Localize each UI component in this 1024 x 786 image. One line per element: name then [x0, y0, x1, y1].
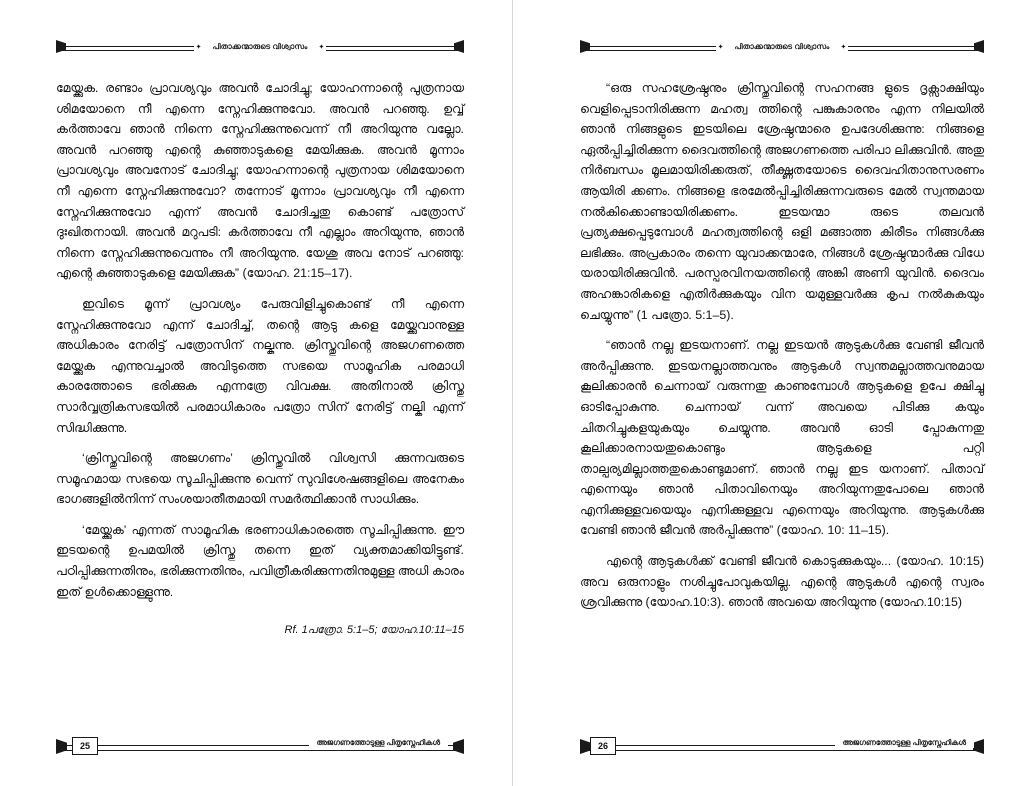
page-footer-right	[580, 738, 984, 758]
body-text-left	[56, 78, 464, 641]
diamond-icon: ✦	[195, 44, 202, 51]
paragraph: “ഞാൻ നല്ല ഇടയനാണ്. നല്ല ഇടയൻ ആടുകൾക്കു വേണ്ടി ജീവൻ അർപ്പിക്കുന്നു. ഇടയനല്ലാത്തവനും ആടുകൾ സ്വന്തമല്ലാത്തവനുമായ കൂലിക്കാരൻ ചെന്നായ് വരുന്നതു കാണുമ്പോൾ ആടുകളെ ഉപേ ക്ഷിച്ചു ഓടിപ്പോകുന്നു. ചെന്നായ് വന്ന് അവയെ പിടിക്കു കയും ചിതറിച്ചുകളയുകയും ചെയ്യുന്നു. അവൻ ഓടി പ്പോകുന്നതു കൂലിക്കാരനായതുകൊണ്ടും ആടുകളെ പറ്റി താല്പര്യമില്ലാത്തതുകൊണ്ടുമാണ്. ഞാൻ നല്ല ഇട യനാണ്. പിതാവ് എന്നെയും ഞാൻ പിതാവിനെയും അറിയുന്നതുപോലെ ഞാൻ എനിക്കുള്ളവയെയും എനിക്കുള്ളവ എന്നെയും അറിയുന്നു. ആടുകൾക്കു വേണ്ടി ഞാൻ ജീവൻ അർപ്പിക്കുന്നു” (യോഹ. 10: 11–15).	[580, 338, 984, 538]
diamond-icon: ✦	[318, 44, 325, 51]
page-left-content	[56, 38, 464, 730]
paragraph: ‘ക്രിസ്തുവിന്റെ അജഗണം’ ക്രിസ്തുവിൽ വിശ്വസി ക്കുന്നവരുടെ സമൂഹമായ സഭയെ സൂചിപ്പിക്കുന്നു വെന്ന് സുവിശേഷങ്ങളിലെ അനേകം ഭാഗങ്ങളിൽനിന്ന് സംശയാതീതമായി സമർത്ഥിക്കാൻ സാധിക്കും.	[56, 451, 464, 507]
reference-line: Rf. 1പത്രോ. 5:1–5; യോഹ.10:11–15	[284, 624, 464, 637]
ornament-left-icon	[56, 40, 66, 53]
footer-title: അജഗണത്തോടുള്ള പിതൃസ്നേഹികൾ	[309, 738, 448, 748]
diamond-icon: ✦	[840, 44, 847, 51]
ornament-right-icon	[453, 739, 464, 754]
running-head-title: പിതാക്കന്മാരുടെ വിശ്വാസം	[204, 42, 317, 52]
ornament-right-icon	[974, 40, 984, 53]
running-head-left	[56, 38, 464, 56]
paragraph: ഇവിടെ മൂന്ന് പ്രാവശ്യം പേരുവിളിച്ചുകൊണ്ട് നീ എന്നെ സ്നേഹിക്കുന്നുവോ എന്ന് ചോദിച്ച്, തന്റെ ആടു കളെ മേയ്ക്കുവാനുള്ള അധികാരം നേരിട്ട് പത്രോസിന് നല്കുന്നു. ക്രിസ്തുവിന്റെ അജഗണത്തെ മേയ്ക്കുക എന്നുവച്ചാൽ അവിടുത്തെ സഭയെ സാമൂഹിക പരമാധി കാരത്തോടെ ഭരിക്കുക എന്നത്രേ വിവക്ഷ. അതിനാൽ ക്രിസ്തു സാർവ്വത്രികസഭയിൽ പരമാധികാരം പത്രോ സിന് നേരിട്ട് നല്കി എന്ന് സിദ്ധിക്കുന്നു.	[56, 296, 464, 435]
footer-title: അജഗണത്തോടുള്ള പിതൃസ്നേഹികൾ	[835, 738, 974, 748]
paragraph: “ഒരു സഹശ്രേഷ്ഠനും ക്രിസ്തുവിന്റെ സഹനങ്ങ ളുടെ ദൃക്സാക്ഷിയും വെളിപ്പെടാനിരിക്കുന്ന മഹത്വ ത്തിന്റെ പങ്കുകാരനും എന്ന നിലയിൽ ഞാൻ നിങ്ങളുടെ ഇടയിലെ ശ്രേഷ്ഠന്മാരെ ഉപദേശിക്കുന്നു: നിങ്ങളെ ഏൽപ്പിച്ചിരിക്കുന്ന ദൈവത്തിന്റെ അജഗണത്തെ പരിപാ ലിക്കുവിൻ. അതു നിർബന്ധം മൂലമായിരിക്കരുത്, തീക്ഷ്ണതയോടെ ദൈവഹിതാനുസരണം ആയിരി ക്കണം. നിങ്ങളെ ഭരമേൽപ്പിച്ചിരിക്കുന്നവരുടെ മേൽ സ്വന്തമായ നൽകിക്കൊണ്ടായിരിക്കണം. ഇടയന്മാ രുടെ തലവൻ പ്രത്യക്ഷപ്പെടുമ്പോൾ മഹത്വത്തിന്റെ ഒളി മങ്ങാത്ത കിരീടം നിങ്ങൾക്കു ലഭിക്കും. അപ്രകാരം തന്നെ യുവാക്കന്മാരേ, നിങ്ങൾ ശ്രേഷ്ഠന്മാർക്കു വിധേ യരായിരിക്കുവിൻ. പരസ്പരവിനയത്തിന്റെ അങ്കി അണി യുവിൻ. ദൈവം അഹങ്കാരികളെ എതിർക്കുകയും വിന യമുള്ളവർക്കു കൃപ നൽകുകയും ചെയ്യുന്നു” (1 പത്രോ. 5:1–5).	[580, 81, 984, 322]
page-number: 26	[590, 737, 616, 755]
diamond-icon: ✦	[717, 44, 724, 51]
ornament-left-icon	[56, 739, 67, 754]
paragraph: ‘മേയ്ക്കുക’ എന്നത് സാമൂഹിക ഭരണാധികാരത്തെ സൂചിപ്പിക്കുന്നു. ഈ ഇടയന്റെ ഉപമയിൽ ക്രിസ്തു തന്നെ ഇത് വ്യക്തമാക്കിയിട്ടുണ്ട്. പഠിപ്പിക്കുന്നതിനും, ഭരിക്കുന്നതിനും, പവിത്രീകരിക്കുന്നതിനുമുള്ള അധി കാരം ഇത് ഉൾക്കൊള്ളുന്നു.	[56, 522, 464, 599]
ornament-left-icon	[580, 40, 590, 53]
paragraph: എന്റെ ആടുകൾക്ക് വേണ്ടി ജീവൻ കൊടുക്കുകയും... (യോഹ. 10:15) അവ ഒരുനാളും നശിച്ചുപോവുകയില്ല. എന്റെ ആടുകൾ എന്റെ സ്വരം ശ്രവിക്കുന്നു (യോഹ.10:3). ഞാൻ അവയെ അറിയുന്നു (യോഹ.10:15)	[580, 554, 984, 610]
ornament-right-icon	[454, 40, 464, 53]
running-head-title: പിതാക്കന്മാരുടെ വിശ്വാസം	[726, 42, 839, 52]
page-footer-left	[56, 738, 464, 758]
page-number: 25	[72, 737, 98, 755]
page-right-content	[580, 38, 984, 730]
page-right	[512, 0, 1024, 786]
paragraph: മേയ്ക്കുക. രണ്ടാം പ്രാവശ്യവും അവൻ ചോദിച്ചു; യോഹന്നാന്റെ പുത്രനായ ശിമയോനെ നീ എന്നെ സ്നേഹിക്കുന്നുവോ. അവൻ പറഞ്ഞു. ഉവ്വ് കർത്താവേ ഞാൻ നിന്നെ സ്നേഹിക്കുന്നുവെന്ന് നീ അറിയുന്നു വല്ലോ. അവൻ പറഞ്ഞു എന്റെ കുഞ്ഞാടുകളെ മേയിക്കുക. അവൻ മൂന്നാം പ്രാവശ്യവും അവനോട് ചോദിച്ചു; യോഹന്നാന്റെ പുത്രനായ ശിമയോനെ നീ എന്നെ സ്നേഹിക്കുന്നുവോ? തന്നോട് മൂന്നാം പ്രാവശ്യവും നീ എന്നെ സ്നേഹിക്കുന്നുവോ എന്ന് അവൻ ചോദിച്ചതു കൊണ്ട് പത്രോസ് ദുഃഖിതനായി. അവൻ മറുപടി: കർത്താവേ നീ എല്ലാം അറിയുന്നു, ഞാൻ നിന്നെ സ്നേഹിക്കുന്നുവെന്നും നീ അറിയുന്നു. യേശു അവ നോട് പറഞ്ഞു: എന്റെ കുഞ്ഞാടുകളെ മേയിക്കുക” (യോഹ. 21:15–17).	[56, 81, 464, 281]
ornament-right-icon	[973, 739, 984, 754]
body-text-right	[580, 78, 984, 613]
running-head-right	[580, 38, 984, 56]
